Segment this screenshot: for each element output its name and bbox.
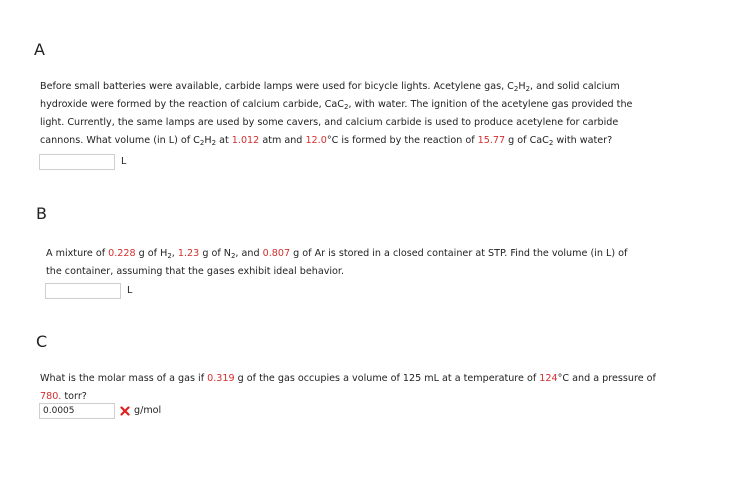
subscript: 2 [513,85,519,93]
text-segment: , [171,248,178,259]
text-segment: H [518,81,526,92]
text-segment: °C and a pressure of [557,373,656,384]
subscript: 2 [211,139,217,147]
answer-a-unit: L [121,156,127,167]
text-segment: torr? [61,391,87,402]
incorrect-x-icon [120,406,130,416]
highlighted-value: 1.012 [231,135,260,146]
answer-b-input[interactable] [45,283,121,299]
text-segment: What is the molar mass of a gas if [40,373,208,384]
question-line [46,263,736,281]
highlighted-value: 780. [40,391,62,402]
text-segment: at [216,135,232,146]
answer-c-unit: g/mol [134,405,162,416]
text-segment: hydroxide were formed by the reaction of calcium carbide, CaC [40,99,344,110]
subscript: 2 [167,252,172,260]
question-line [40,78,730,96]
subscript: 2 [199,139,205,147]
answer-b-unit: L [127,285,133,296]
text-segment: °C is formed by the reaction of [326,135,478,146]
question-line [40,388,730,406]
question-line [40,370,730,388]
text-segment: with water? [553,135,613,146]
section-letter-a: A [34,40,45,59]
highlighted-value: 0.228 [108,248,136,259]
question-line [40,132,730,150]
question-c-text [40,370,730,406]
text-segment: g of CaC [505,135,549,146]
text-segment: Before small batteries were available, carbide lamps were used for bicycle lights. Acetylene gas, C [40,81,514,92]
highlighted-value: 0.807 [262,248,291,259]
text-segment: light. Currently, the same lamps are used by some cavers, and calcium carbide is used to produce acetylene for carbide [40,117,619,128]
section-letter-c: C [36,332,48,351]
highlighted-value: 124 [539,373,558,384]
highlighted-value: 12.0 [305,135,327,146]
text-segment: g of N [199,248,231,259]
text-segment: g of the gas occupies a volume of 125 mL at a temperature of [234,373,540,384]
subscript: 2 [525,85,531,93]
text-segment: , with water. The ignition of the acetylene gas provided the [348,99,633,110]
highlighted-value: 15.77 [477,135,506,146]
text-segment: atm and [259,135,306,146]
text-segment: the container, assuming that the gases exhibit ideal behavior. [46,266,345,277]
highlighted-value: 0.319 [207,373,235,384]
answer-a-input[interactable] [39,154,115,170]
question-b-text [46,245,736,281]
text-segment: , and [235,248,263,259]
question-line [40,96,730,114]
question-line [46,245,736,263]
section-letter-b: B [36,204,47,223]
subscript: 2 [548,139,554,147]
subscript: 2 [230,252,236,260]
highlighted-value: 1.23 [177,248,200,259]
text-segment: cannons. What volume (in L) of C [40,135,200,146]
text-segment: , and solid calcium [530,81,620,92]
text-segment: g of H [135,248,168,259]
subscript: 2 [343,103,349,111]
text-segment: g of Ar is stored in a closed container at STP. Find the volume (in L) of [290,248,628,259]
text-segment: H [204,135,212,146]
question-a-text [40,78,730,150]
answer-c-input[interactable] [39,403,115,419]
text-segment: A mixture of [46,248,109,259]
question-line [40,114,730,132]
